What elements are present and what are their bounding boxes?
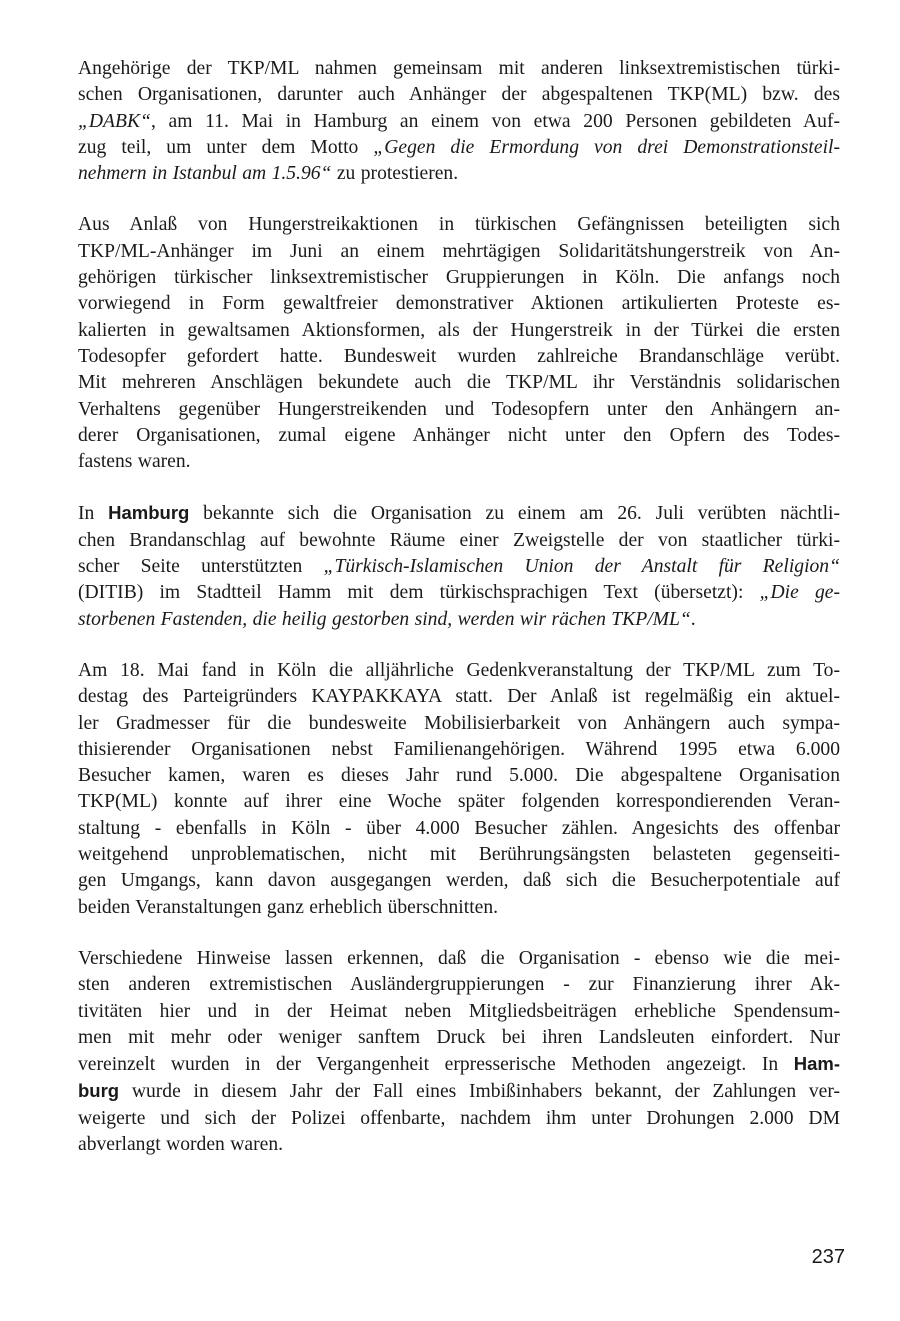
text-line xyxy=(78,318,840,344)
text-run: fastens waren. xyxy=(78,451,191,473)
text-run: kalierten in gewaltsamen Aktionsformen, als der Hungerstreik in der Türkei die ersten xyxy=(78,319,840,341)
text-run: ler Gradmesser für die bundesweite Mobilisierbarkeit von Anhängern auch sympa- xyxy=(78,712,840,734)
text-run: (DITIB) im Stadtteil Hamm mit dem türkischsprachigen Text (übersetzt): xyxy=(78,582,760,604)
text-line xyxy=(78,82,840,108)
text-line xyxy=(78,1051,840,1078)
document-body xyxy=(78,56,840,1183)
text-run: zu protestieren. xyxy=(331,163,459,185)
page-number: 237 xyxy=(811,1246,845,1268)
text-line xyxy=(78,999,840,1025)
text-line xyxy=(78,763,840,789)
italic-quote: „DABK“ xyxy=(78,110,151,132)
bold-location: burg xyxy=(78,1080,120,1102)
text-line xyxy=(78,1106,840,1132)
italic-quote: „Gegen die Ermordung von drei Demonstrationsteil- xyxy=(373,136,840,158)
text-line xyxy=(78,344,840,370)
text-run: weigerte und sich der Polizei offenbarte, nachdem ihm unter Drohungen 2.000 DM xyxy=(78,1107,840,1129)
text-run: sten anderen extremistischen Ausländergruppierungen - zur Finanzierung ihrer Ak- xyxy=(78,974,840,996)
italic-quote: „Türkisch-Islamischen Union der Anstalt für Religion“ xyxy=(323,556,840,578)
italic-quote: storbenen Fastenden, die heilig gestorben sind, werden wir rächen TKP/ML“ xyxy=(78,608,691,630)
text-run: , am 11. Mai in Hamburg an einem von etwa 200 Personen gebildeten Auf- xyxy=(150,110,840,132)
text-run: thisierender Organisationen nebst Familienangehörigen. Während 1995 etwa 6.000 xyxy=(78,738,840,760)
text-run: Am 18. Mai fand in Köln die alljährliche Gedenkveranstaltung der TKP/ML zum To- xyxy=(78,659,840,681)
text-run: TKP/ML-Anhänger im Juni an einem mehrtägigen Solidaritätshungerstreik von An- xyxy=(78,240,840,262)
text-line xyxy=(78,554,840,580)
text-line xyxy=(78,161,840,187)
text-line xyxy=(78,842,840,868)
text-line xyxy=(78,109,840,135)
text-run: Besucher kamen, waren es dieses Jahr rund 5.000. Die abgespaltene Organisation xyxy=(78,765,840,787)
text-run: gehörigen türkischer linksextremistischer Gruppierungen in Köln. Die anfangs noch xyxy=(78,267,840,289)
text-line xyxy=(78,658,840,684)
text-line xyxy=(78,239,840,265)
text-run: men mit mehr oder weniger sanftem Druck bei ihren Landsleuten einfordert. Nur xyxy=(78,1026,840,1048)
text-line xyxy=(78,789,840,815)
text-line xyxy=(78,1132,840,1158)
bold-location: Hamburg xyxy=(108,502,190,524)
text-line xyxy=(78,500,840,527)
text-run: Todesopfer gefordert hatte. Bundesweit wurden zahlreiche Brandanschläge verübt. xyxy=(78,345,840,367)
paragraph xyxy=(78,56,840,187)
text-line xyxy=(78,449,840,475)
text-run: bekannte sich die Organisation zu einem am 26. Juli verübten nächtli- xyxy=(189,503,840,525)
paragraph xyxy=(78,658,840,921)
text-run: gen Umgangs, kann davon ausgegangen werden, daß sich die Besucherpotentiale auf xyxy=(78,870,840,892)
paragraph xyxy=(78,946,840,1158)
text-run: Aus Anlaß von Hungerstreikaktionen in türkischen Gefängnissen beteiligten sich xyxy=(78,214,840,236)
paragraph xyxy=(78,212,840,475)
text-run: Angehörige der TKP/ML nahmen gemeinsam mit anderen linksextremistischen türki- xyxy=(78,58,840,79)
text-run: Mit mehreren Anschlägen bekundete auch die TKP/ML ihr Verständnis solidarischen xyxy=(78,372,840,394)
text-line xyxy=(78,370,840,396)
text-line xyxy=(78,265,840,291)
text-line xyxy=(78,711,840,737)
text-line xyxy=(78,291,840,317)
text-run: In xyxy=(78,503,109,525)
text-run: Verhaltens gegenüber Hungerstreikenden und Todesopfern unter den Anhängern an- xyxy=(78,398,840,420)
text-run: wurde in diesem Jahr der Fall eines Imbißinhabers bekannt, der Zahlungen ver- xyxy=(119,1081,840,1103)
text-line xyxy=(78,56,840,82)
text-run: Verschiedene Hinweise lassen erkennen, daß die Organisation - ebenso wie die mei- xyxy=(78,947,840,969)
text-run: chen Brandanschlag auf bewohnte Räume einer Zweigstelle der von staatlicher türki- xyxy=(78,529,840,551)
bold-location: Ham- xyxy=(793,1053,840,1075)
text-run: tivitäten hier und in der Heimat neben Mitgliedsbeiträgen erhebliche Spendensum- xyxy=(78,1000,840,1022)
text-line xyxy=(78,528,840,554)
text-line xyxy=(78,135,840,161)
text-run: abverlangt worden waren. xyxy=(78,1133,284,1155)
text-line xyxy=(78,868,840,894)
text-run: schen Organisationen, darunter auch Anhänger der abgespaltenen TKP(ML) bzw. des xyxy=(78,84,840,106)
text-run: TKP(ML) konnte auf ihrer eine Woche später folgenden korrespondierenden Veran- xyxy=(78,791,840,813)
text-run: vorwiegend in Form gewaltfreier demonstrativer Aktionen artikulierten Proteste es- xyxy=(78,293,840,315)
text-line xyxy=(78,607,840,633)
text-line xyxy=(78,972,840,998)
italic-quote: „Die ge- xyxy=(759,582,840,604)
text-line xyxy=(78,895,840,921)
text-run: derer Organisationen, zumal eigene Anhänger nicht unter den Opfern des Todes- xyxy=(78,424,840,446)
text-line xyxy=(78,684,840,710)
text-run: . xyxy=(690,608,696,630)
text-line xyxy=(78,737,840,763)
text-run: zug teil, um unter dem Motto xyxy=(78,136,374,158)
text-line xyxy=(78,946,840,972)
text-run: staltung - ebenfalls in Köln - über 4.000 Besucher zählen. Angesichts des offenbar xyxy=(78,817,840,839)
text-run: weitgehend unproblematischen, nicht mit Berührungsängsten belasteten gegenseiti- xyxy=(78,844,840,866)
text-line xyxy=(78,1025,840,1051)
text-line xyxy=(78,580,840,606)
text-line xyxy=(78,397,840,423)
text-line xyxy=(78,423,840,449)
text-line xyxy=(78,1078,840,1105)
text-run: scher Seite unterstützten xyxy=(78,556,324,578)
italic-quote: nehmern in Istanbul am 1.5.96“ xyxy=(78,163,332,185)
text-line xyxy=(78,816,840,842)
text-run: vereinzelt wurden in der Vergangenheit erpresserische Methoden angezeigt. In xyxy=(78,1054,794,1076)
paragraph xyxy=(78,500,840,632)
text-run: destag des Parteigründers KAYPAKKAYA statt. Der Anlaß ist regelmäßig ein aktuel- xyxy=(78,686,840,708)
text-run: beiden Veranstaltungen ganz erheblich überschnitten. xyxy=(78,896,499,918)
text-line xyxy=(78,212,840,238)
